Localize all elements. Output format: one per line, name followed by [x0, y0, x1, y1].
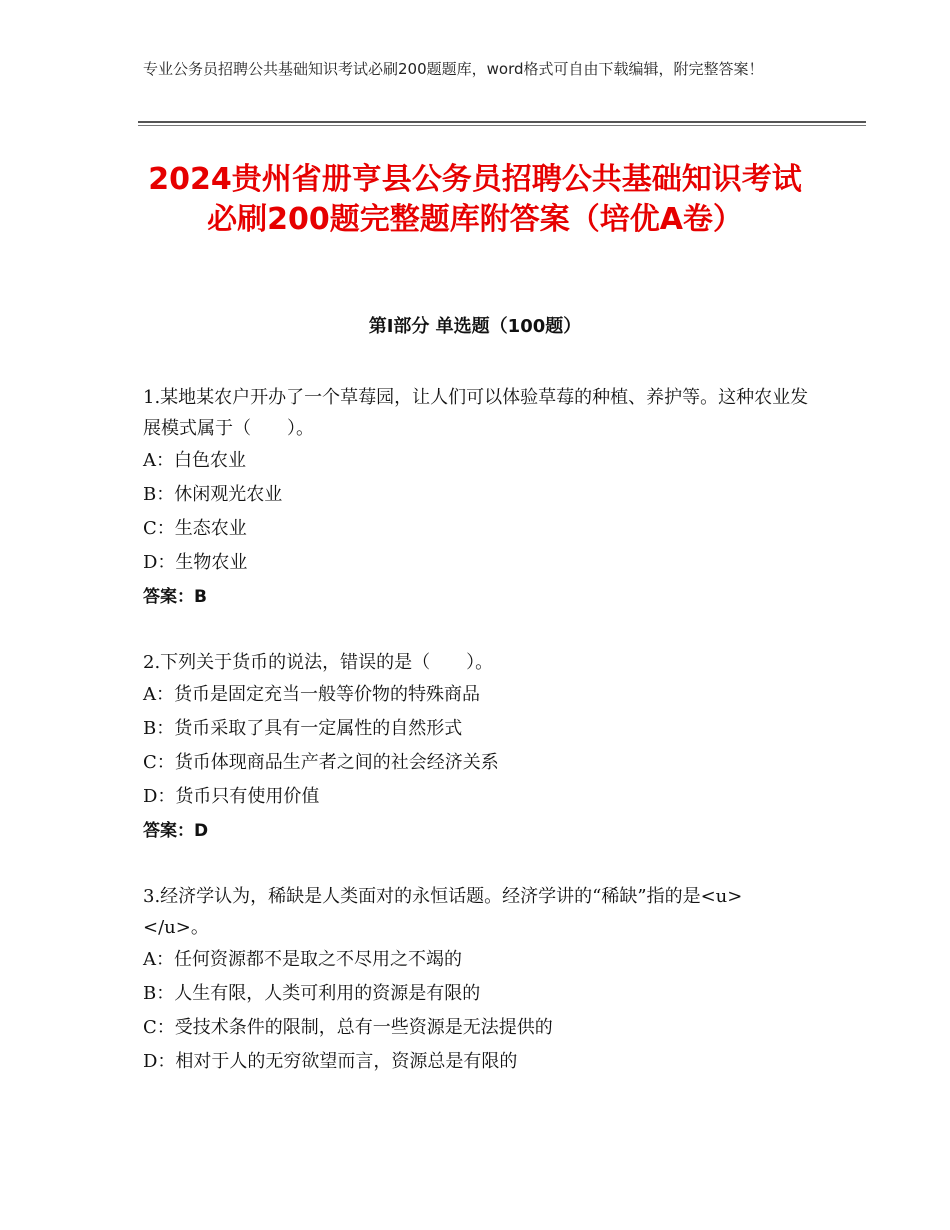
option-d: D：相对于人的无穷欲望而言，资源总是有限的 — [143, 1051, 518, 1072]
question-stem: 3.经济学认为，稀缺是人类面对的永恒话题。经济学讲的“稀缺”指的是<u> </u>。 — [143, 886, 797, 938]
header-note: 专业公务员招聘公共基础知识考试必刷200题题库，word格式可自由下载编辑，附完整答案！ — [143, 60, 764, 78]
option-c: C：受技术条件的限制，总有一些资源是无法提供的 — [143, 1017, 553, 1038]
option-a: A：任何资源都不是取之不尽用之不竭的 — [143, 949, 462, 970]
option-d: D：货币只有使用价值 — [143, 786, 320, 807]
section-title: 第I部分 单选题（100题） — [368, 316, 582, 337]
option-a: A：货币是固定充当一般等价物的特殊商品 — [143, 684, 480, 705]
answer-line: 答案：B — [143, 587, 207, 607]
option-b: B：货币采取了具有一定属性的自然形式 — [143, 718, 463, 739]
header-divider-thin — [138, 125, 866, 126]
header-divider — [138, 121, 866, 123]
question-1 — [143, 382, 815, 614]
question-stem: 2.下列关于货币的说法，错误的是（ ）。 — [143, 652, 494, 673]
option-c: C：生态农业 — [143, 518, 247, 539]
question-stem: 1.某地某农户开办了一个草莓园，让人们可以体验草莓的种植、养护等。这种农业发展模式属于（ ）。 — [143, 387, 809, 439]
question-2 — [143, 647, 815, 848]
document-title: 2024贵州省册亨县公务员招聘公共基础知识考试必刷200题完整题库附答案（培优A卷） — [148, 162, 802, 237]
option-d: D：生物农业 — [143, 552, 248, 573]
question-list — [143, 382, 815, 1112]
option-b: B：人生有限，人类可利用的资源是有限的 — [143, 983, 481, 1004]
option-b: B：休闲观光农业 — [143, 484, 283, 505]
question-3 — [143, 881, 815, 1079]
answer-line: 答案：D — [143, 821, 209, 841]
option-a: A：白色农业 — [143, 450, 246, 471]
option-c: C：货币体现商品生产者之间的社会经济关系 — [143, 752, 499, 773]
